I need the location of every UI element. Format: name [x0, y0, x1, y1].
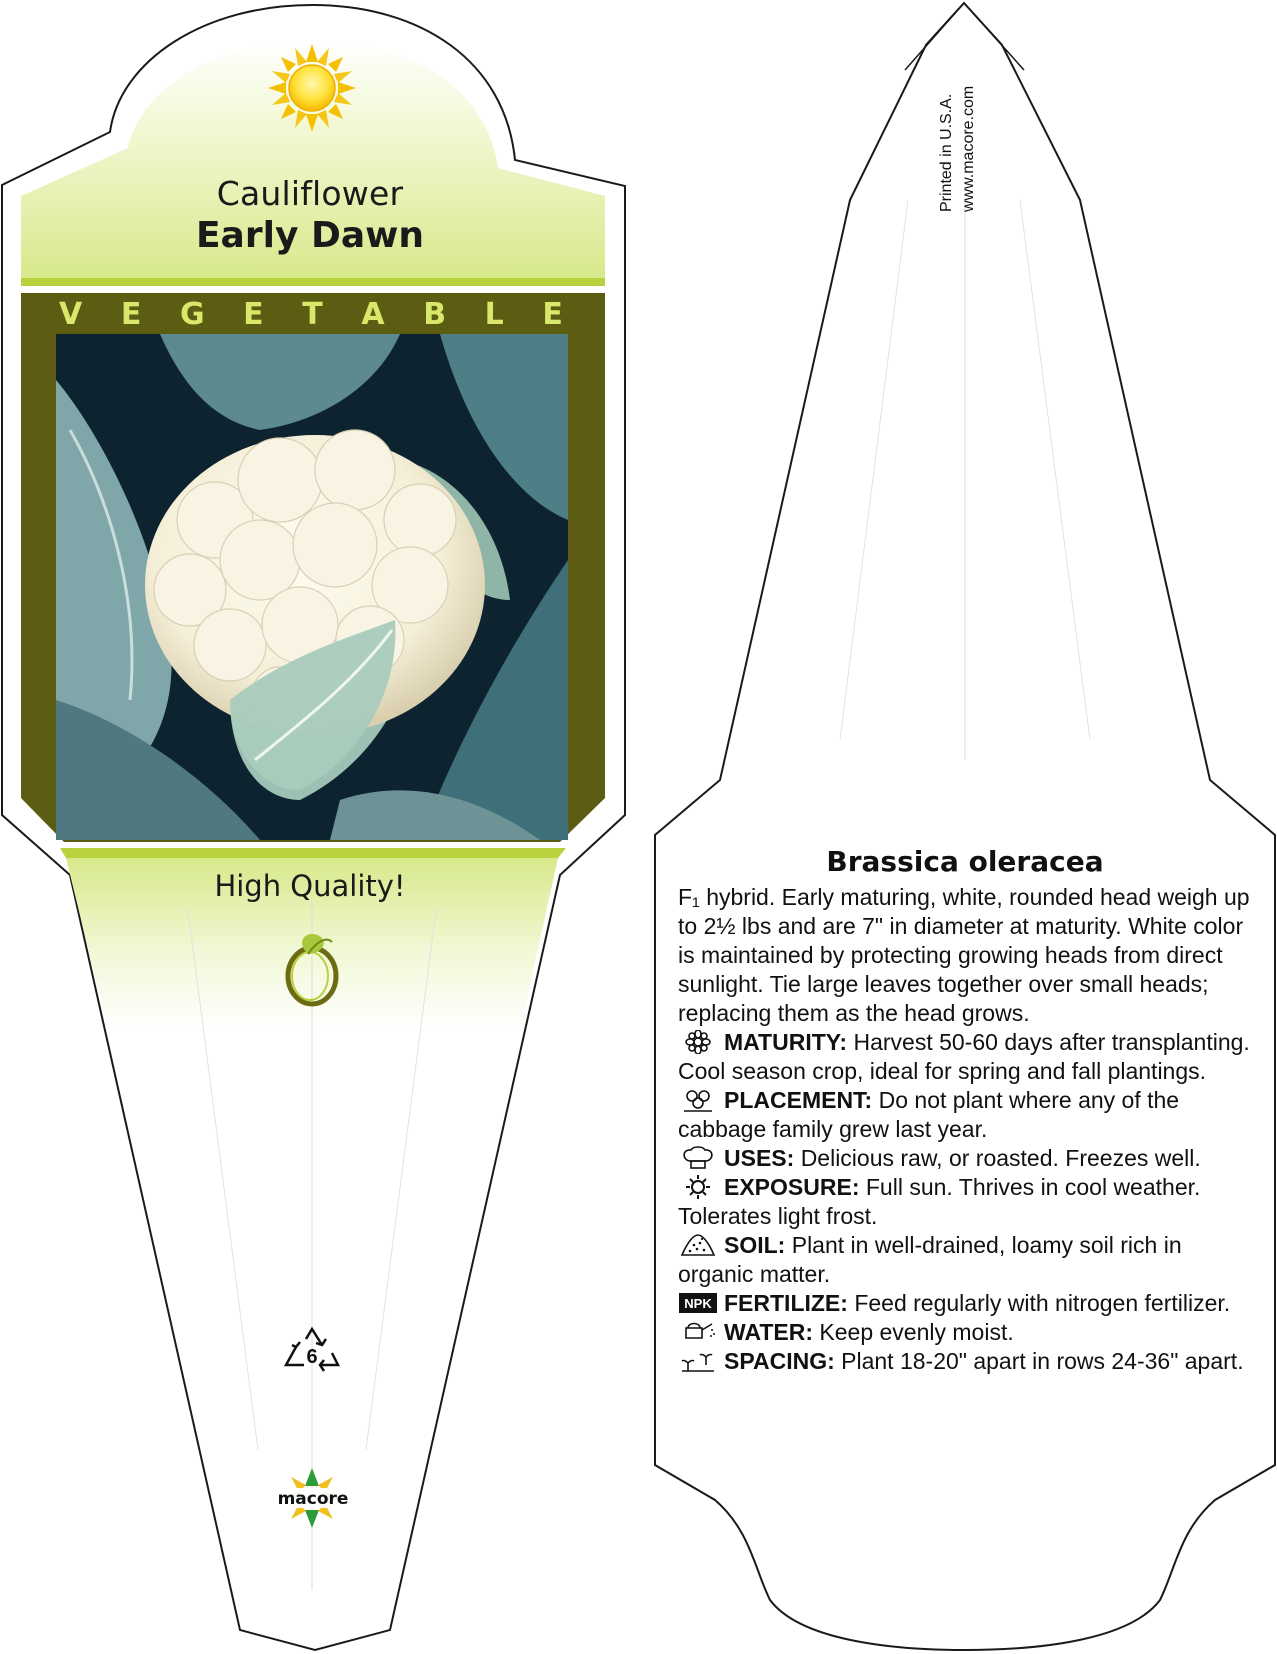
printed-country: Printed in U.S.A.: [938, 93, 955, 212]
category-letter: V: [59, 296, 83, 332]
plant-title: [160, 174, 460, 256]
full-sun-icon: [268, 44, 356, 132]
care-label: FERTILIZE:: [724, 1290, 848, 1316]
sun-exposure-icon: [678, 1175, 718, 1199]
care-text: Keep evenly moist.: [819, 1319, 1014, 1345]
care-text: Do not plant where any of the cabbage family grew last year.: [678, 1087, 1180, 1142]
care-item-exposure: [678, 1173, 1258, 1231]
care-item-spacing: [678, 1347, 1258, 1376]
npk-icon-text: NPK: [684, 1296, 712, 1311]
description: F₁ hybrid. Early maturing, white, rounded head weigh up to 2½ lbs and are 7" in diameter at maturity. White color is maintained by protecting growing heads from direct sunlight. Tie large leaves together over small heads; replacing them as the head grows.: [678, 884, 1250, 1026]
chef-hat-icon: [678, 1146, 718, 1170]
variety-name: Early Dawn: [195, 215, 425, 256]
care-item-soil: [678, 1231, 1258, 1289]
watering-can-icon: [678, 1320, 718, 1344]
care-item-uses: [678, 1144, 1258, 1173]
cauliflower-photo: [56, 334, 568, 840]
placement-flowers-icon: [678, 1088, 718, 1112]
care-item-fertilize: [678, 1289, 1258, 1318]
care-instructions: [678, 883, 1258, 1376]
category-letter: E: [243, 296, 264, 332]
care-label: WATER:: [724, 1319, 814, 1345]
category-letter: B: [423, 296, 447, 332]
category-banner: [21, 296, 605, 332]
care-label: PLACEMENT:: [724, 1087, 873, 1113]
care-text: Feed regularly with nitrogen fertilizer.: [854, 1290, 1231, 1316]
care-text: Harvest 50-60 days after transplanting. Cool season crop, ideal for spring and fall plantings.: [678, 1029, 1250, 1084]
category-letter: A: [361, 296, 385, 332]
care-text: Full sun. Thrives in cool weather. Tolerates light frost.: [678, 1174, 1201, 1229]
care-item-maturity: [678, 1028, 1258, 1086]
category-letter: G: [179, 296, 205, 332]
brand-name: macore: [277, 1489, 349, 1509]
category-letter: L: [484, 296, 504, 332]
recycle-number: 6: [306, 1346, 318, 1368]
care-item-water: [678, 1318, 1258, 1347]
care-text: Delicious raw, or roasted. Freezes well.: [800, 1145, 1201, 1171]
printed-website: www.macore.com: [960, 85, 977, 212]
category-letter: E: [542, 296, 563, 332]
botanical-name: Brassica oleracea: [826, 845, 1104, 878]
plant-name: Cauliflower: [216, 174, 404, 213]
flower-icon: [678, 1030, 718, 1054]
category-letter: T: [302, 296, 323, 332]
printed-note: [936, 52, 980, 212]
care-text: Plant 18-20" apart in rows 24-36" apart.: [841, 1348, 1244, 1374]
care-text: Plant in well-drained, loamy soil rich in organic matter.: [678, 1232, 1182, 1287]
npk-icon: [678, 1291, 718, 1315]
category-letter: E: [120, 296, 142, 332]
care-label: EXPOSURE:: [724, 1174, 860, 1200]
care-label: SOIL:: [724, 1232, 786, 1258]
seedlings-spacing-icon: [678, 1349, 718, 1373]
care-label: USES:: [724, 1145, 795, 1171]
back-tag: [655, 3, 1275, 1650]
care-label: MATURITY:: [724, 1029, 848, 1055]
care-label: SPACING:: [724, 1348, 835, 1374]
tagline: High Quality!: [214, 869, 406, 903]
soil-pile-icon: [678, 1233, 718, 1257]
care-item-placement: [678, 1086, 1258, 1144]
